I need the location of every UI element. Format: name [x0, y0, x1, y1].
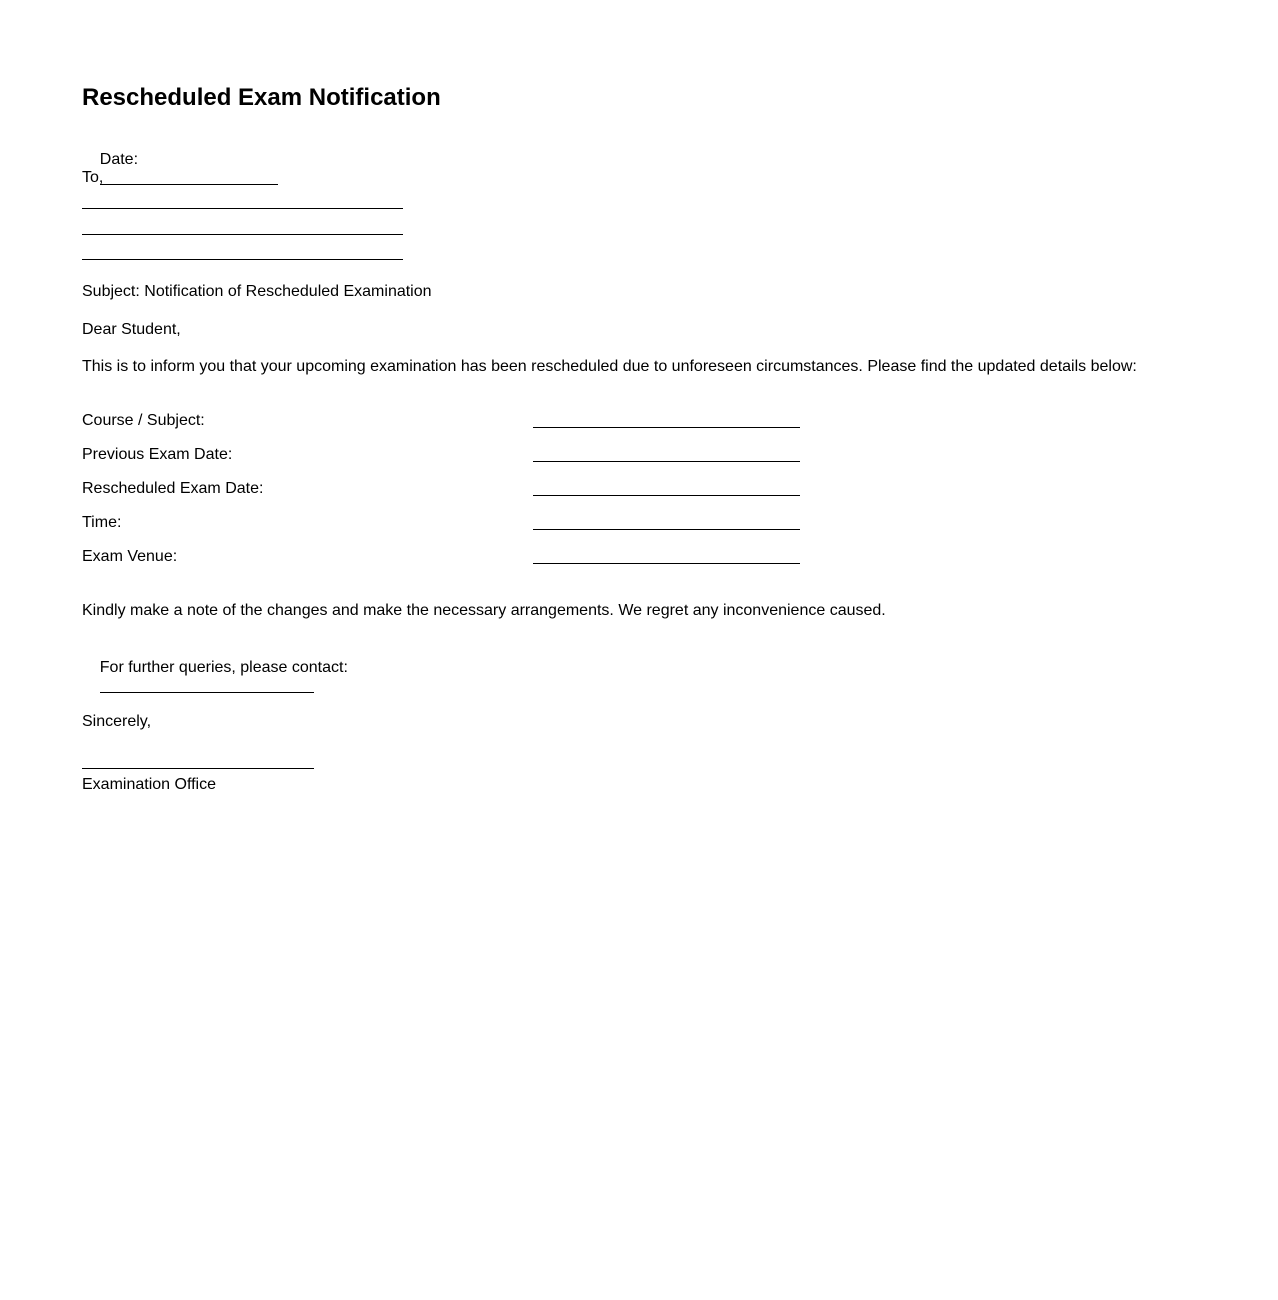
date-label: Date:	[99, 151, 139, 168]
detail-blank[interactable]	[533, 513, 800, 530]
recipient-line-1[interactable]	[82, 194, 403, 209]
document-title: Rescheduled Exam Notification	[82, 84, 441, 111]
salutation: Dear Student,	[82, 321, 181, 338]
intro-paragraph: This is to inform you that your upcoming examination has been rescheduled due to unforeseen circumstances. Please find the updated details below:	[82, 358, 1137, 375]
detail-blank[interactable]	[533, 411, 800, 428]
detail-row-rescheduled-date	[82, 479, 802, 499]
signature-line[interactable]	[82, 754, 314, 769]
detail-label: Previous Exam Date:	[82, 446, 233, 463]
detail-row-time	[82, 513, 802, 533]
contact-blank[interactable]	[100, 678, 314, 693]
contact-label: For further queries, please contact:	[99, 659, 348, 676]
recipient-line-3[interactable]	[82, 245, 403, 260]
detail-row-previous-date	[82, 445, 802, 465]
recipient-line-2[interactable]	[82, 220, 403, 235]
detail-label: Rescheduled Exam Date:	[82, 480, 264, 497]
detail-label: Course / Subject:	[82, 412, 205, 429]
detail-row-venue	[82, 547, 802, 567]
subject-line: Subject: Notification of Rescheduled Examination	[82, 283, 432, 300]
contact-line	[82, 638, 348, 719]
detail-label: Exam Venue:	[82, 548, 178, 565]
note-paragraph: Kindly make a note of the changes and make the necessary arrangements. We regret any inconvenience caused.	[82, 602, 886, 619]
detail-blank[interactable]	[533, 445, 800, 462]
closing: Sincerely,	[82, 713, 152, 730]
date-blank[interactable]	[100, 170, 278, 185]
signatory: Examination Office	[82, 776, 216, 793]
detail-label: Time:	[82, 514, 122, 531]
to-label: To,	[82, 169, 104, 186]
detail-blank[interactable]	[533, 547, 800, 564]
detail-blank[interactable]	[533, 479, 800, 496]
detail-row-course	[82, 411, 802, 431]
